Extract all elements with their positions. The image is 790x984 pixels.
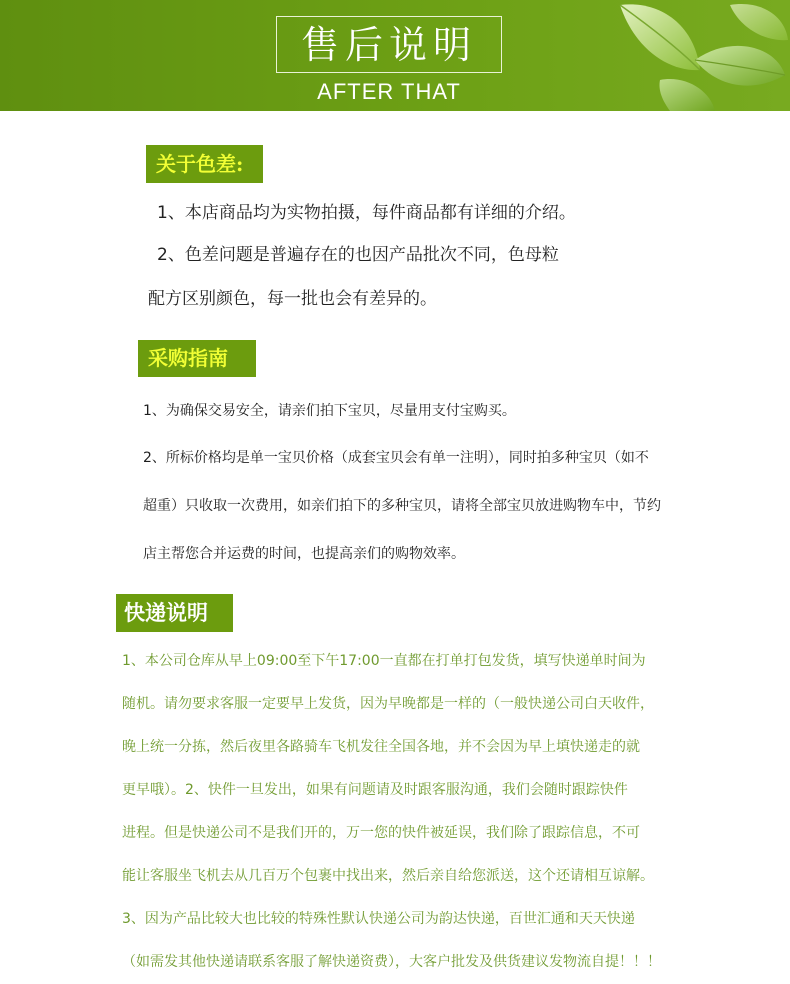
shipping-line-1: 1、本公司仓库从早上09:00至下午17:00一直都在打单打包发货，填写快递单时间为 <box>122 653 646 669</box>
page-title: 售后说明 <box>300 23 477 67</box>
purchase-line-4: 店主帮您合并运费的时间，也提高亲们的购物效率。 <box>143 546 465 562</box>
purchase-line-2: 2、所标价格均是单一宝贝价格（成套宝贝会有单一注明），同时拍多种宝贝（如不 <box>143 450 649 466</box>
header-banner <box>0 0 790 111</box>
shipping-line-7: 3、因为产品比较大也比较的特殊性默认快递公司为韵达快递，百世汇通和天天快递 <box>122 911 635 927</box>
shipping-line-6: 能让客服坐飞机去从几百万个包裹中找出来，然后亲自给您派送，这个还请相互谅解。 <box>122 868 654 884</box>
shipping-section-label: 快递说明 <box>116 594 233 632</box>
shipping-line-5: 进程。但是快递公司不是我们开的，万一您的快件被延误，我们除了跟踪信息，不可 <box>122 825 640 841</box>
shipping-line-2: 随机。请勿要求客服一定要早上发货，因为早晚都是一样的（一般快递公司白天收件， <box>122 696 654 712</box>
color-line-2: 2、色差问题是普遍存在的也因产品批次不同，色母粒 <box>157 245 559 265</box>
color-line-1: 1、本店商品均为实物拍摄，每件商品都有详细的介绍。 <box>157 203 576 223</box>
shipping-line-3: 晚上统一分拣，然后夜里各路骑车飞机发往全国各地，并不会因为早上填快递走的就 <box>122 739 640 755</box>
page-subtitle: AFTER THAT <box>317 79 461 104</box>
purchase-line-3: 超重）只收取一次费用，如亲们拍下的多种宝贝，请将全部宝贝放进购物车中，节约 <box>143 498 661 514</box>
color-line-3: 配方区别颜色，每一批也会有差异的。 <box>148 289 437 309</box>
color-section-label: 关于色差: <box>146 145 263 183</box>
shipping-line-8: （如需发其他快递请联系客服了解快递资费），大客户批发及供货建议发物流自提！！！ <box>122 954 661 970</box>
title-frame <box>276 16 502 73</box>
shipping-line-4: 更早哦）。2、快件一旦发出，如果有问题请及时跟客服沟通，我们会随时跟踪快件 <box>122 782 628 798</box>
leaf-decoration-icon <box>600 0 790 111</box>
purchase-line-1: 1、为确保交易安全，请亲们拍下宝贝，尽量用支付宝购买。 <box>143 403 516 419</box>
purchase-section-label: 采购指南 <box>138 340 256 377</box>
